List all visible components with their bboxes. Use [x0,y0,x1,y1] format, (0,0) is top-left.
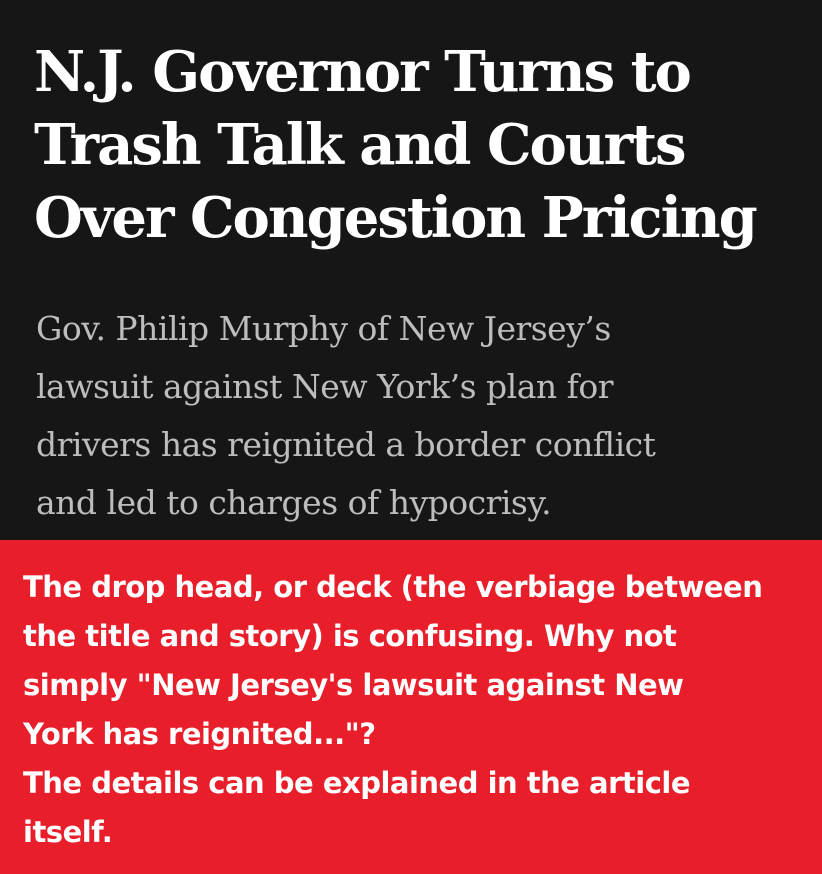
headline [34,36,804,255]
comment-text [23,563,818,857]
headline-line-3: Over Congestion Pricing [34,185,756,251]
deck-line-3: drivers has reignited a border conflict [36,425,656,464]
comment-line-3: simply "New Jersey's lawsuit against New [23,668,684,702]
comment-line-1: The drop head, or deck (the verbiage between [23,570,763,604]
deck [36,300,806,532]
deck-line-1: Gov. Philip Murphy of New Jersey’s [36,309,611,348]
deck-line-2: lawsuit against New York’s plan for [36,367,613,406]
comment-panel [0,540,822,874]
headline-line-1: N.J. Governor Turns to [34,39,690,105]
comment-line-2: the title and story) is confusing. Why not [23,619,677,653]
deck-line-4: and led to charges of hypocrisy. [36,483,552,522]
comment-line-6: itself. [23,815,113,849]
headline-line-2: Trash Talk and Courts [34,112,685,178]
comment-line-5: The details can be explained in the article [23,766,690,800]
comment-line-4: York has reignited..."? [23,717,376,751]
